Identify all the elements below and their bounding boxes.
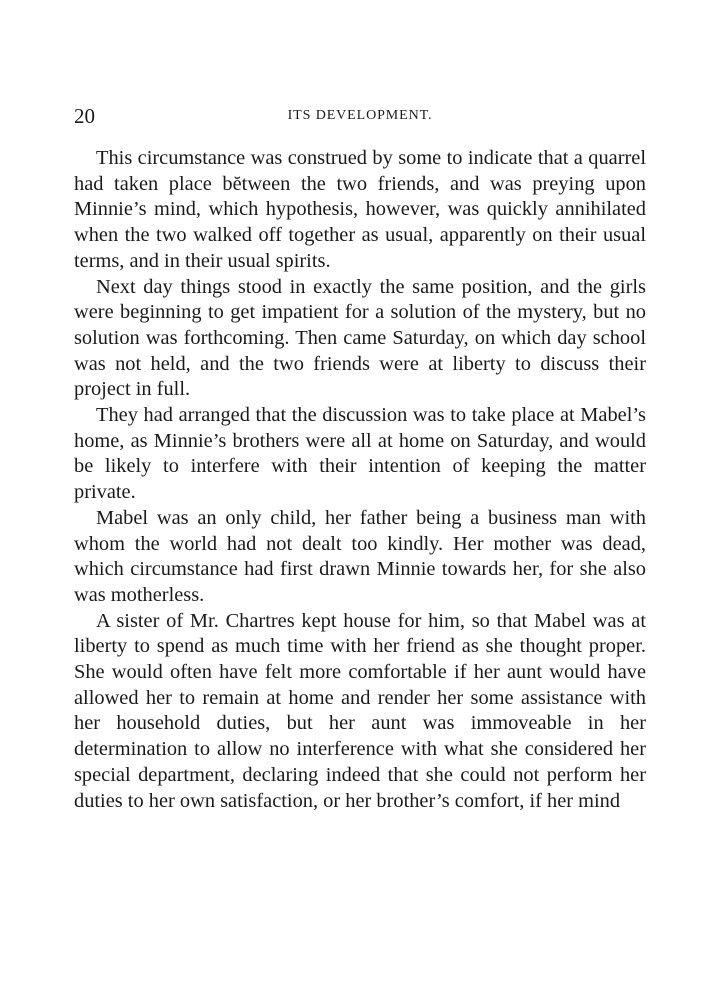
- paragraph-2: Next day things stood in exactly the same position, and the girls were beginning to get impatient for a solution of the mystery, but no solution was forthcoming. Then came Saturday, on which day school was not held, and the two friends were at liberty to discuss their project in full.: [74, 275, 646, 401]
- paragraph-3: They had arranged that the discussion was to take place at Mabel’s home, as Minnie’s brothers were all at home on Saturday, and would be likely to interfere with their intention of keeping the matter private.: [74, 404, 646, 504]
- paragraph-5: A sister of Mr. Chartres kept house for him, so that Mabel was at liberty to spend as much time with her friend as she thought proper. She would often have felt more comfortable if her aunt would have allowed her to remain at home and render her some assistance with her household duties, but her aunt was immoveable in her determination to allow no interference with what she considered her special department, declaring indeed that she could not perform her duties to her own satisfaction, or her brother’s comfort, if her mind: [74, 609, 646, 812]
- running-head: [74, 104, 646, 128]
- paragraph-1: This circumstance was construed by some to indicate that a quarrel had taken place bĕtween the two friends, and was preying upon Minnie’s mind, which hypothesis, however, was quickly annihilated when the two walked off together as usual, apparently on their usual terms, and in their usual spirits.: [74, 147, 646, 272]
- running-title: ITS DEVELOPMENT.: [287, 108, 433, 123]
- paragraph-4: Mabel was an only child, her father being a business man with whom the world had not dealt too kindly. Her mother was dead, which circumstance had first drawn Minnie towards her, for she also was motherless.: [74, 506, 646, 606]
- page-number: 20: [74, 104, 95, 128]
- body-text: [74, 146, 646, 814]
